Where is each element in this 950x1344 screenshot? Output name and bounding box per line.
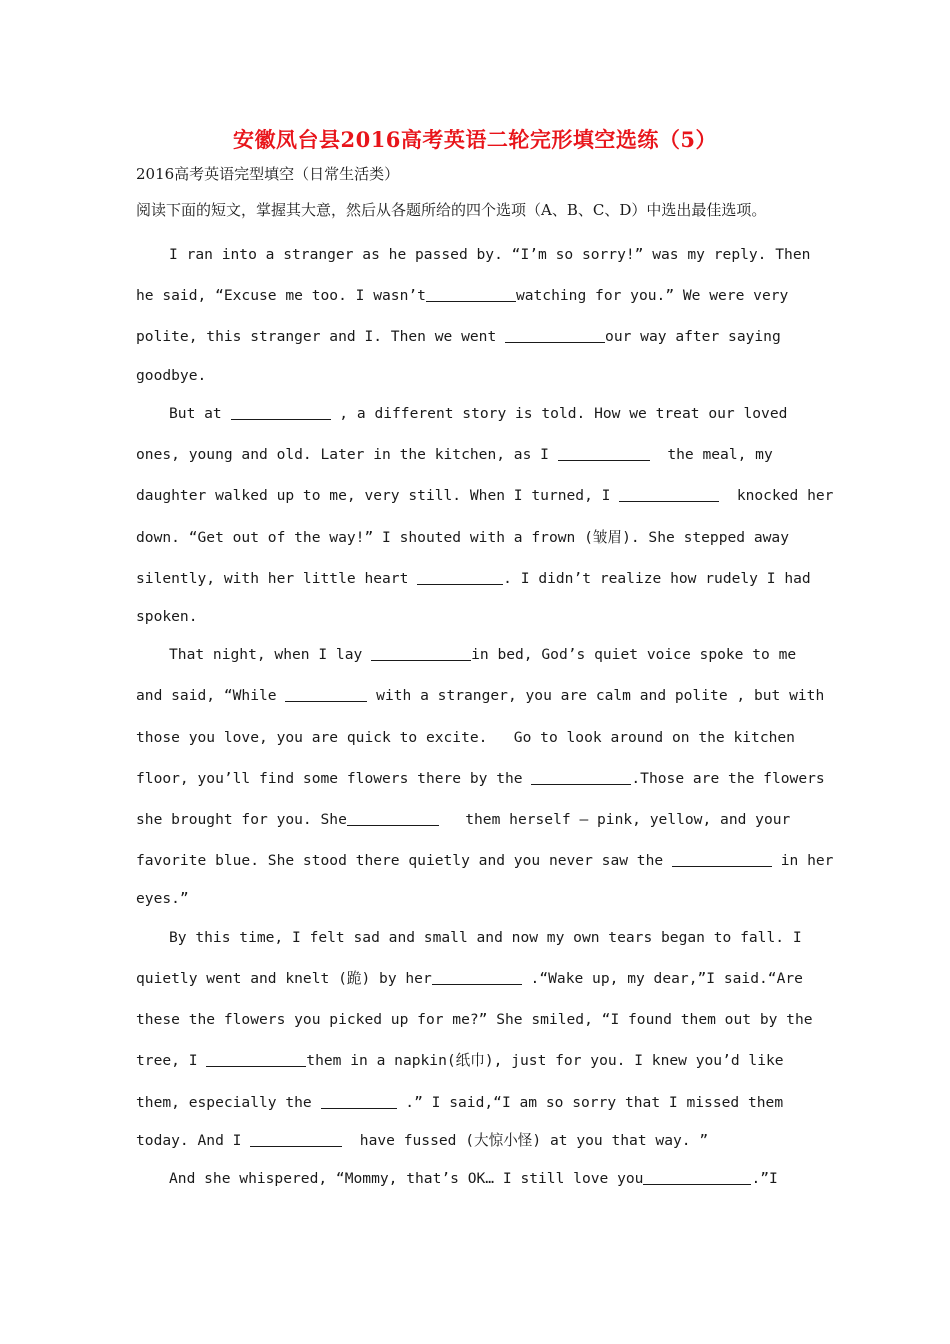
answer-blank	[505, 328, 605, 344]
answer-blank	[347, 810, 439, 826]
passage-line: ones, young and old. Later in the kitchen, as I the meal, my	[136, 446, 773, 464]
passage-line: polite, this stranger and I. Then we went our way after saying	[136, 328, 781, 346]
passage-line: By this time, I felt sad and small and now my own tears began to fall. I	[169, 928, 802, 946]
passage-line: floor, you’ll find some flowers there by the .Those are the flowers	[136, 769, 825, 787]
document-subtitle: 2016高考英语完型填空（日常生活类）	[136, 165, 400, 183]
passage	[136, 234, 834, 1199]
passage-line: these the flowers you picked up for me?” She smiled, “I found them out by the	[136, 1011, 813, 1029]
document-title: 安徽凤台县2016高考英语二轮完形填空选练（5）	[232, 127, 718, 152]
passage-line: tree, I them in a napkin(纸巾), just for you. I knew you’d like	[136, 1052, 784, 1070]
answer-blank	[371, 646, 471, 662]
answer-blank	[531, 769, 631, 785]
passage-line: down. “Get out of the way!” I shouted with a frown (皱眉). She stepped away	[136, 528, 790, 546]
answer-blank	[206, 1052, 306, 1068]
passage-line: and said, “While with a stranger, you are calm and polite , but with	[136, 687, 825, 705]
passage-line: goodbye.	[136, 366, 207, 384]
answer-blank	[643, 1170, 751, 1186]
passage-line: favorite blue. She stood there quietly and you never saw the in her	[136, 852, 834, 870]
passage-line: But at , a different story is told. How we treat our loved	[169, 404, 788, 422]
passage-line: she brought for you. She them herself — pink, yellow, and your	[136, 811, 791, 829]
answer-blank	[285, 687, 367, 703]
passage-line: them, especially the .” I said,“I am so sorry that I missed them	[136, 1093, 784, 1111]
passage-line: And she whispered, “Mommy, that’s OK… I still love you .”I	[169, 1170, 778, 1188]
passage-line: That night, when I lay in bed, God’s quiet voice spoke to me	[169, 646, 797, 664]
passage-line: he said, “Excuse me too. I wasn’t watching for you.” We were very	[136, 287, 789, 305]
answer-blank	[619, 487, 719, 503]
passage-line: daughter walked up to me, very still. When I turned, I knocked her	[136, 487, 834, 505]
answer-blank	[250, 1131, 342, 1147]
answer-blank	[426, 287, 516, 303]
answer-blank	[558, 446, 650, 462]
passage-line: spoken.	[136, 607, 198, 625]
passage-line: silently, with her little heart . I didn’t realize how rudely I had	[136, 569, 811, 587]
instruction-text: 阅读下面的短文，掌握其大意，然后从各题所给的四个选项（A、B、C、D）中选出最佳选项。	[136, 201, 767, 219]
passage-line: quietly went and knelt (跪) by her .“Wake up, my dear,”I said.“Are	[136, 969, 803, 987]
answer-blank	[417, 569, 503, 585]
answer-blank	[432, 969, 522, 985]
passage-line: eyes.”	[136, 890, 189, 908]
passage-line: those you love, you are quick to excite. Go to look around on the kitchen	[136, 728, 795, 746]
answer-blank	[231, 404, 331, 420]
answer-blank	[672, 852, 772, 868]
answer-blank	[321, 1093, 397, 1109]
passage-line: today. And I have fussed (大惊小怪) at you that way. ”	[136, 1131, 709, 1149]
passage-line: I ran into a stranger as he passed by. “I’m so sorry!” was my reply. Then	[169, 246, 811, 263]
